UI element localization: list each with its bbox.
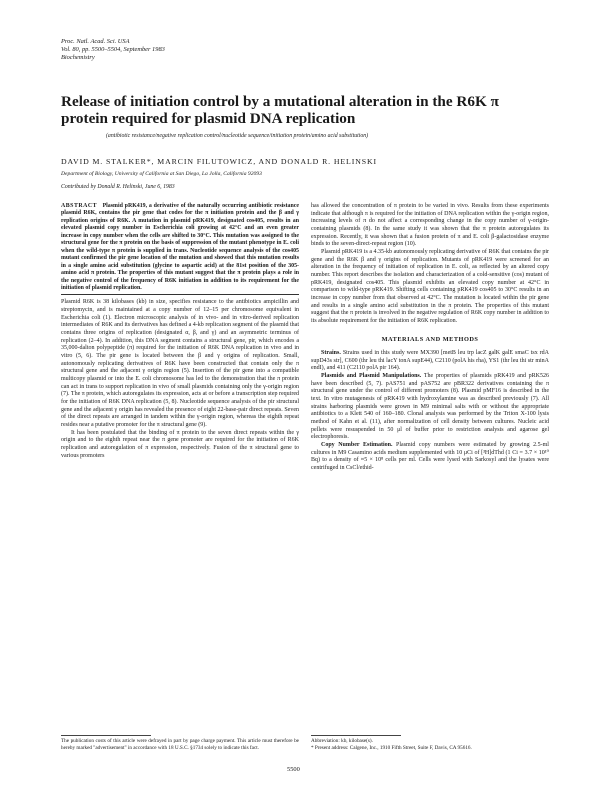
- abbreviations-footnote: [311, 738, 549, 751]
- runin-heading: Strains.: [321, 350, 341, 357]
- abstract-label: ABSTRACT: [61, 203, 98, 209]
- body-paragraph: has allowed the concentration of π protein to be varied in vivo. Results from these experiments indicate that although π is required for the initiation of DNA replication within the γ-origin region, increasing levels of π do not affect a corresponding change in the copy number of γ-origin-containing plasmids (8). In the same study it was shown that the π protein autoregulates its expression. Recently, it was shown that a fusion protein of π and E. coli β-galactosidase enzyme binds to the seven-direct-repeat region (10).: [311, 203, 549, 248]
- methods-text: Plasmid copy numbers were estimated by growing 2.5-ml cultures in M9 Casamino acids medium supplemented with 10 μCi of [³H]dThd (1 Ci = 3.7 × 10¹⁰ Bq) to a density of ≈5 × 10⁸ cells per ml. Cells were lysed with Sarkosyl and the lysates were centrifuged in CsCl/ethid-: [311, 442, 549, 471]
- authors: DAVID M. STALKER*, MARCIN FILUTOWICZ, AND DONALD R. HELINSKI: [61, 157, 378, 166]
- body-paragraph: It has been postulated that the binding of π protein to the seven direct repeats within the γ origin and to the eighth repeat near the π gene promoter are required for the initiation of R6K replication and autoregulation of π expression, respectively. Fusion of the π structural gene to various promoters: [61, 429, 299, 459]
- methods-paragraph: [311, 350, 549, 373]
- runin-heading: Copy Number Estimation.: [321, 442, 393, 449]
- abstract-divider: [61, 294, 299, 295]
- section-heading: MATERIALS AND METHODS: [381, 335, 479, 343]
- methods-paragraph: [311, 373, 549, 442]
- methods-text: The properties of plasmids pRK419 and pRK526 have been described (5, 7). pAS751 and pAS752 are pBR322 derivatives containing the π structural gene under the control of different promoters (8). Plasmid pMF16 is described in the text. In vitro mutagenesis of pRK419 with hydroxylamine was as described previously (7). All strains harboring plasmids were grown in M9 minimal salts with or without the appropriate antibiotics to a Klett 540 of 160–180. Clonal analysis was performed by the Triton X-100 lysis method of Kahn et al. (11), after normalization of cell density between cultures. Nucleic acid pellets were resuspended in 50 μl of buffer prior to restriction analysis and agarose gel electrophoresis.: [311, 373, 549, 441]
- paper-title: Release of initiation control by a mutational alteration in the R6K π protein required for plasmid DNA replication: [61, 93, 499, 127]
- abbreviations: Abbreviation: kb, kilobase(s).: [311, 738, 373, 744]
- present-address: * Present address: Calgene, Inc., 1910 Fifth Street, Suite F, Davis, CA 95616.: [311, 744, 472, 751]
- journal-header: [61, 38, 165, 62]
- publication-footnote: The publication costs of this article were defrayed in part by page charge payment. This article must therefore be hereby marked "advertisement" in accordance with 18 U.S.C. §1734 solely to indicate this fact.: [61, 738, 299, 751]
- left-column: [61, 203, 299, 460]
- methods-text: Strains used in this study were MX390 [metB leu trp lacZ galK galE smaC tsx rdA supD43s str], C600 (thr leu thi lacY tonA supE44), C2110 (polA his rha), YS1 (thr leu thi str minA endI), and 411 (C2110 polA pir 164).: [311, 350, 549, 372]
- affiliation: Department of Biology, University of California at San Diego, La Jolla, California 92093: [61, 171, 262, 177]
- right-column: [311, 203, 549, 473]
- methods-paragraph: [311, 442, 549, 473]
- journal-name: Proc. Natl. Acad. Sci. USA: [61, 38, 130, 45]
- keywords: (antibiotic resistance/negative replication control/nucleotide sequence/initiation protein/amino acid substitution): [106, 133, 369, 139]
- abstract-text: Plasmid pRK419, a derivative of the naturally occurring antibiotic resistance plasmid R6K, contains the pir gene that codes for the π initiation protein and the β and γ replication origins of R6K. A mutation in plasmid pRK419, designated cos405, results in an elevated plasmid copy number in Escherichia coli growing at 42°C and an even greater increase in copy number when the cells are shifted to 30°C. This mutation was assigned to the structural gene for the π protein on the basis of suppression of the mutant phenotype in E. coli when the wild-type π protein is supplied in trans. Nucleotide sequence analysis of the cos405 mutant confirmed the pir gene location of the mutation and showed that this mutation results in a single amino acid substitution (glycine to aspartic acid) at the 81st position of the 305-amino acid π protein. The properties of this mutant suggest that the π protein plays a role in the negative control of the frequency of R6K initiation in addition to its requirement for the initiation of plasmid replication.: [61, 203, 299, 291]
- body-paragraph: Plasmid pRK419 is a 4.35-kb autonomously replicating derivative of R6K that contains the pir gene and the R6K β and γ origins of replication. Mutants of pRK419 were screened for an alteration in the frequency of initiation of replication in E. coli, as reflected by an altered copy number. This report describes the isolation and characterization of a cold-sensitive (cos) mutant of pRK419, designated cos405. This plasmid exhibits an elevated copy number at 42°C in comparison to wild-type pRK419. Shifting cells containing pRK419 cos405 to 30°C results in an increase in copy number from that observed at 42°C. The mutation is located within the pir gene and results in a single amino acid substitution in the π protein. The properties of this mutant suggest that the π protein is involved in the negative regulation of R6K copy number in addition to its absolute requirement for the initiation of R6K replication.: [311, 248, 549, 324]
- footnote-divider: [311, 735, 401, 736]
- runin-heading: Plasmids and Plasmid Manipulations.: [321, 373, 422, 380]
- contributed-by: Contributed by Donald R. Helinski, June 6, 1983: [61, 184, 175, 190]
- journal-volume: Vol. 80, pp. 5500–5504, September 1983: [61, 46, 165, 53]
- journal-section: Biochemistry: [61, 54, 95, 61]
- abstract: [61, 203, 299, 292]
- body-paragraph: Plasmid R6K is 38 kilobases (kb) in size, specifies resistance to the antibiotics ampicillin and streptomycin, and is maintained at a copy number of 12–15 per chromosome equivalent in Escherichia coli (1). Electron microscopic analysis of in vivo- and in vitro-derived replication intermediates of R6K and its derivatives has defined a 4-kb replication segment of the plasmid that contains three origins of replication (designated α, β, and γ) and an asymmetric terminus of replication (2–4). In addition, this DNA segment contains a structural gene, pir, which encodes a 35,000-dalton polypeptide (π) required for the initiation of R6K DNA replication in vivo and in vitro (5, 6). The pir gene is located between the β and γ origins of replication. Small, autonomously replicating derivatives of R6K have been constructed that contain only the π structural gene and the adjacent γ origin region (5). Insertion of the pir gene into a compatible multicopy plasmid or into the E. coli chromosome has led to the demonstration that the π protein can act in trans to support replication in vivo of small plasmids containing only the γ-origin region (7). The π protein, which autoregulates its expression, acts at or before a transcription step required for the initiation of R6K DNA replication (5, 8). Nucleotide sequence analysis of the pir structural gene and the adjacent γ origin has revealed the presence of eight 22-base-pair direct repeats. Seven of the direct repeats are arranged in tandem within the γ-origin region, whereas the eighth repeat resides near a putative promoter for the π structural gene (9).: [61, 299, 299, 428]
- footnote-divider: [61, 735, 151, 736]
- page-number: 5500: [287, 766, 300, 773]
